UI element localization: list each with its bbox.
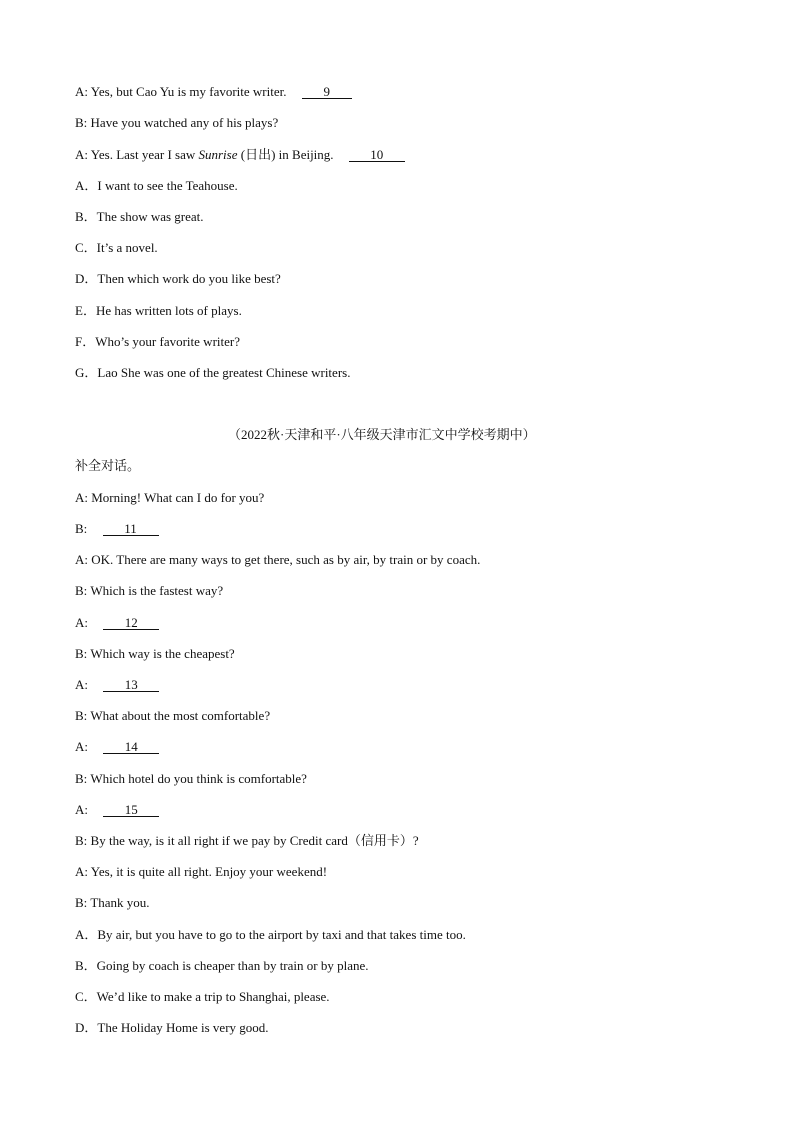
option-letter: F． <box>75 334 96 349</box>
dialogue-line <box>75 833 419 849</box>
option-text: Who’s your favorite writer? <box>95 334 240 349</box>
dialogue-line <box>75 771 307 787</box>
dialogue-text: Yes, it is quite all right. Enjoy your weekend! <box>90 864 328 879</box>
option-text: He has written lots of plays. <box>95 303 242 318</box>
option-g <box>75 365 350 381</box>
dialogue-line <box>75 895 150 911</box>
dialogue-line <box>75 802 159 818</box>
answer-blank-10[interactable]: 10 <box>349 148 405 162</box>
dialogue-line <box>75 646 235 662</box>
option-letter: C． <box>75 240 97 255</box>
speaker-label: A: <box>75 739 88 754</box>
answer-blank-11[interactable]: 11 <box>103 522 159 536</box>
speaker-label: B: <box>75 771 88 786</box>
dialogue-line <box>75 739 159 755</box>
option-letter: G． <box>75 365 98 380</box>
speaker-label: A: <box>75 802 88 817</box>
dialogue-line <box>75 677 159 693</box>
option-letter: A． <box>75 927 98 942</box>
speaker-label: B: <box>75 583 88 598</box>
dialogue-line <box>75 84 352 100</box>
answer-blank-9[interactable]: 9 <box>302 85 352 99</box>
option-a <box>75 927 466 943</box>
option-text: Going by coach is cheaper than by train or by plane. <box>96 958 369 973</box>
option-a <box>75 178 238 194</box>
answer-blank-14[interactable]: 14 <box>103 740 159 754</box>
dialogue-text: Morning! What can I do for you? <box>91 490 265 505</box>
dialogue-line <box>75 115 278 131</box>
speaker-label: B: <box>75 115 88 130</box>
option-letter: A． <box>75 178 98 193</box>
option-letter: D． <box>75 1020 98 1035</box>
speaker-label: A: <box>75 552 88 567</box>
dialogue-line <box>75 708 270 724</box>
option-f <box>75 334 240 350</box>
dialogue-text: By the way, is it all right if we pay by Credit card（信用卡）? <box>90 833 419 848</box>
option-letter: C． <box>75 989 97 1004</box>
dialogue-line <box>75 583 223 599</box>
speaker-label: B: <box>75 646 88 661</box>
speaker-label: A: <box>75 147 88 162</box>
play-title: Sunrise <box>198 147 238 162</box>
option-text: We’d like to make a trip to Shanghai, please. <box>96 989 330 1004</box>
speaker-label: A: <box>75 84 88 99</box>
dialogue-text: (日出) in Beijing. <box>240 147 334 162</box>
speaker-label: B: <box>75 521 88 536</box>
speaker-label: A: <box>75 864 88 879</box>
speaker-label: A: <box>75 677 88 692</box>
option-d <box>75 1020 269 1036</box>
dialogue-line <box>75 521 159 537</box>
option-d <box>75 271 281 287</box>
speaker-label: A: <box>75 490 88 505</box>
option-text: Lao She was one of the greatest Chinese writers. <box>97 365 351 380</box>
option-text: It’s a novel. <box>96 240 158 255</box>
answer-blank-12[interactable]: 12 <box>103 616 159 630</box>
dialogue-text: Yes, but Cao Yu is my favorite writer. <box>90 84 287 99</box>
option-text: I want to see the Teahouse. <box>97 178 238 193</box>
dialogue-text: What about the most comfortable? <box>90 708 271 723</box>
dialogue-line <box>75 864 327 880</box>
speaker-label: B: <box>75 895 88 910</box>
dialogue-text: Have you watched any of his plays? <box>90 115 279 130</box>
option-text: Then which work do you like best? <box>97 271 281 286</box>
option-letter: D． <box>75 271 98 286</box>
answer-blank-13[interactable]: 13 <box>103 678 159 692</box>
speaker-label: A: <box>75 615 88 630</box>
answer-blank-15[interactable]: 15 <box>103 803 159 817</box>
dialogue-text: Which is the fastest way? <box>90 583 224 598</box>
dialogue-text: Which hotel do you think is comfortable? <box>90 771 307 786</box>
option-text: The Holiday Home is very good. <box>97 1020 269 1035</box>
option-text: By air, but you have to go to the airport by taxi and that takes time too. <box>97 927 466 942</box>
dialogue-text: Which way is the cheapest? <box>90 646 235 661</box>
dialogue-line <box>75 147 405 163</box>
option-b <box>75 209 204 225</box>
question-source: （2022秋·天津和平·八年级天津市汇文中学校考期中） <box>228 427 536 442</box>
dialogue-line <box>75 552 480 568</box>
dialogue-text: Yes. Last year I saw <box>90 147 196 162</box>
speaker-label: B: <box>75 708 88 723</box>
dialogue-line <box>75 615 159 631</box>
dialogue-line <box>75 490 264 506</box>
option-c <box>75 989 330 1005</box>
option-e <box>75 303 242 319</box>
option-letter: B． <box>75 958 97 973</box>
option-c <box>75 240 158 256</box>
instruction: 补全对话。 <box>75 458 141 473</box>
option-letter: B． <box>75 209 97 224</box>
speaker-label: B: <box>75 833 88 848</box>
option-b <box>75 958 369 974</box>
dialogue-text: Thank you. <box>90 895 150 910</box>
dialogue-text: OK. There are many ways to get there, such as by air, by train or by coach. <box>91 552 481 567</box>
option-text: The show was great. <box>96 209 204 224</box>
option-letter: E． <box>75 303 96 318</box>
